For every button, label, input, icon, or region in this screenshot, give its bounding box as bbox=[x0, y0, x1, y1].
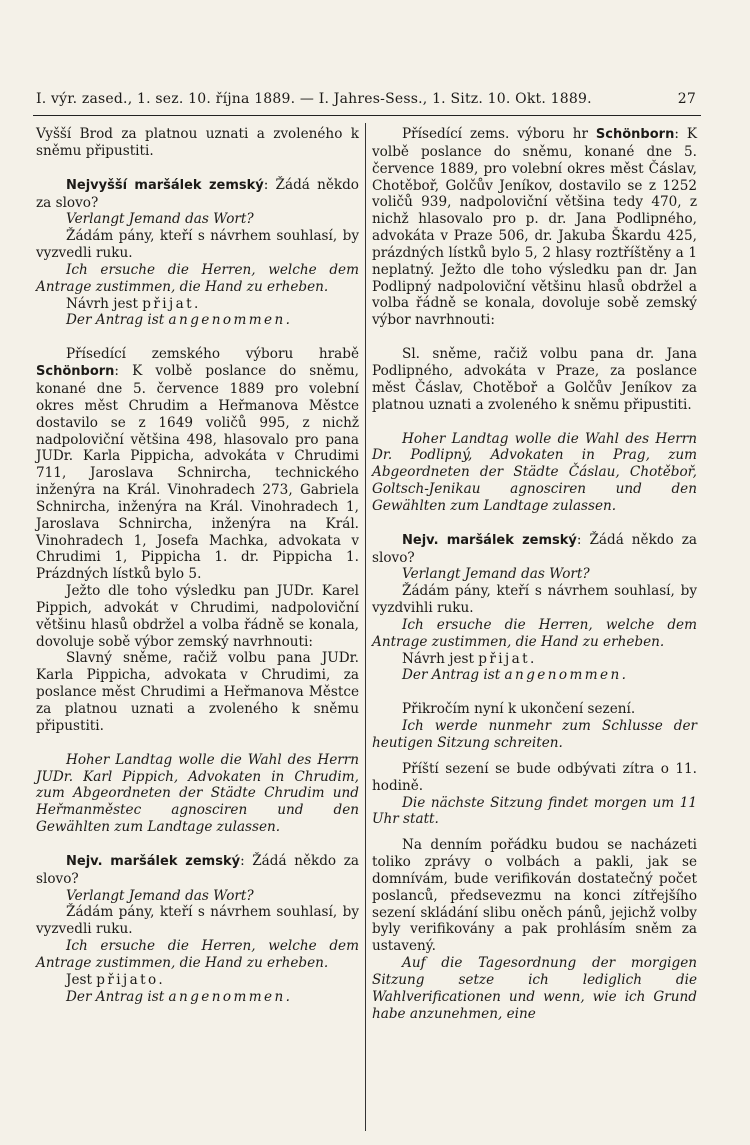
speaker-name: Nejv. maršálek zemský bbox=[66, 853, 241, 869]
german-paragraph: Ich ersuche die Herren, welche dem Antrage zustimmen, die Hand zu erheben. bbox=[36, 938, 359, 971]
speaker-paragraph: Nejv. maršálek zemský: Žádá někdo za slovo? bbox=[372, 531, 697, 566]
result-line: Návrh jest přijat. bbox=[66, 295, 201, 312]
paragraph: Žádám pány, kteří s návrhem souhlasí, by vyzdvihli ruku. bbox=[372, 583, 697, 617]
result-line: Jest přijato. bbox=[66, 971, 166, 988]
speaker-paragraph: Přísedící zems. výboru hr Schönborn: K volbě poslance do sněmu, konané dne 5. července 1889, pro volební okres měst Čáslav, Chotěboř, Golčův Jeníkov, dostavilo se z 1252 voličů 939, nadpoloviční většina tedy 470, z nichž hlasovalo pro p. dr. Jana Podlipného, advokáta v Praze 506, dr. Jakuba Škardu 425, prázdných lístků bylo 5, 2 hlasy roztříštěny a 1 neplatný. Ježto dle toho výsledku pan dr. Jan Podlipný nadpoloviční většinu hlasů obdržel a volba řádně se konala, dovoluje sobě zemský výbor navrhnouti: bbox=[372, 126, 697, 329]
header-rule bbox=[33, 115, 701, 116]
paragraph: Sl. sněme, račiž volbu pana dr. Jana Podlipného, advokáta v Praze, za poslance měst Čáslav, Chotěboř a Golčův Jeníkov za platnou uznati a zvoleného k sněmu připustiti. bbox=[372, 346, 697, 413]
result-line-german: Der Antrag ist angenommen. bbox=[402, 667, 629, 684]
paragraph: Žádám pány, kteří s návrhem souhlasí, by vyzvedli ruku. bbox=[36, 228, 359, 262]
paragraph: Vyšší Brod za platnou uznati a zvoleného k sněmu připustiti. bbox=[36, 126, 359, 159]
speaker-name: Nejvyšší maršálek zemský bbox=[66, 177, 264, 193]
paragraph: Ježto dle toho výsledku pan JUDr. Karel Pippich, advokát v Chrudimi, nadpoloviční většinu hlasů obdržel a volba řádně se konala, dovoluje sobě výbor zemský navrhnouti: bbox=[36, 583, 359, 650]
column-divider bbox=[365, 123, 366, 1131]
header-text: I. výr. zased., 1. sez. 10. října 1889. — I. Jahres-Sess., 1. Sitz. 10. Okt. 1889. bbox=[36, 91, 592, 107]
speaker-paragraph: Nejvyšší maršálek zemský: Žádá někdo za slovo? bbox=[36, 176, 359, 211]
paragraph: Slavný sněme, račiž volbu pana JUDr. Karla Pippicha, advokata v Chrudimi, za poslance měst Chrudimi a Heřmanova Městce za platnou uznati a zvoleného k sněmu připustiti. bbox=[36, 650, 359, 734]
result-line-german: Der Antrag ist angenommen. bbox=[66, 988, 293, 1005]
speaker-paragraph: Nejv. maršálek zemský: Žádá někdo za slovo? bbox=[36, 852, 359, 887]
speaker-name: Schönborn bbox=[595, 127, 675, 142]
right-column bbox=[372, 126, 697, 1023]
german-paragraph: Auf die Tagesordnung der morgigen Sitzung setze ich lediglich die Wahlverificationen und wenn, wie ich Grund habe anzunehmen, eine bbox=[372, 955, 697, 1022]
paragraph: Přikročím nyní k ukončení sezení. bbox=[402, 701, 636, 718]
german-paragraph: Verlangt Jemand das Wort? bbox=[66, 211, 254, 228]
page-number: 27 bbox=[677, 91, 696, 107]
result-line: Návrh jest přijat. bbox=[402, 650, 537, 667]
german-paragraph: Ich ersuche die Herren, welche dem Antrage zustimmen, die Hand zu erheben. bbox=[36, 261, 359, 295]
running-header bbox=[36, 91, 696, 107]
german-paragraph: Die nächste Sitzung findet morgen um 11 Uhr statt. bbox=[372, 794, 697, 828]
german-paragraph: Hoher Landtag wolle die Wahl des Herrn JUDr. Karl Pippich, Advokaten in Chrudim, zum Abgeordneten der Städte Chrudim und Heřmanměstec agnosciren und den Gewählten zum Landtage zulassen. bbox=[36, 751, 359, 836]
left-column bbox=[36, 126, 359, 1006]
speaker-name: Schönborn bbox=[36, 364, 115, 380]
paragraph: Příští sezení se bude odbývati zítra o 11. hodině. bbox=[372, 760, 697, 794]
speaker-name: Nejv. maršálek zemský bbox=[402, 532, 577, 548]
german-paragraph: Ich werde nunmehr zum Schlusse der heutigen Sitzung schreiten. bbox=[372, 718, 697, 751]
german-paragraph: Verlangt Jemand das Wort? bbox=[66, 887, 254, 904]
german-paragraph: Hoher Landtag wolle die Wahl des Herrn Dr. Podlipný, Advokaten in Prag, zum Abgeordneten der Städte Čáslau, Chotěboř, Goltsch-Jenikau agnosciren und den Gewählten zum Landtage zulassen. bbox=[372, 430, 697, 514]
paragraph: Žádám pány, kteří s návrhem souhlasí, by vyzvedli ruku. bbox=[36, 904, 359, 938]
result-line-german: Der Antrag ist angenommen. bbox=[66, 312, 293, 329]
speaker-paragraph: Přísedící zemského výboru hrabě Schönborn: K volbě poslance do sněmu, konané dne 5. července 1889 pro volební okres měst Chrudim a Heřmanova Městce dostavilo se z 1649 voličů 995, z nichž nadpoloviční většina 498, hlasovalo pro pana JUDr. Karla Pippicha, advokáta v Chrudimi 711, Jaroslava Schnircha, technického inženýra na Král. Vinohradech 273, Gabriela Schnircha, inženýra na Král. Vinohradech 1, Jaroslava Schnircha, inženýra na Král. Vinohradech 1, Josefa Machka, advokata v Chrudimi 1, Pippicha 1. dr. Pippicha 1. Prázdných lístků bylo 5. bbox=[36, 346, 359, 583]
paragraph: Na denním pořádku budou se nacházeti toliko zprávy o volbách a pakli, jak se domnívám, bude verifikován dostatečný počet poslanců, předsevezmu na konci zítřejšího sezení skládání slibu oněch pánů, jejichž volby byly verifikovány a pak prohlásím sněm za ustavený. bbox=[372, 837, 697, 955]
german-paragraph: Ich ersuche die Herren, welche dem Antrage zustimmen, die Hand zu erheben. bbox=[372, 616, 697, 650]
german-paragraph: Verlangt Jemand das Wort? bbox=[402, 566, 590, 583]
